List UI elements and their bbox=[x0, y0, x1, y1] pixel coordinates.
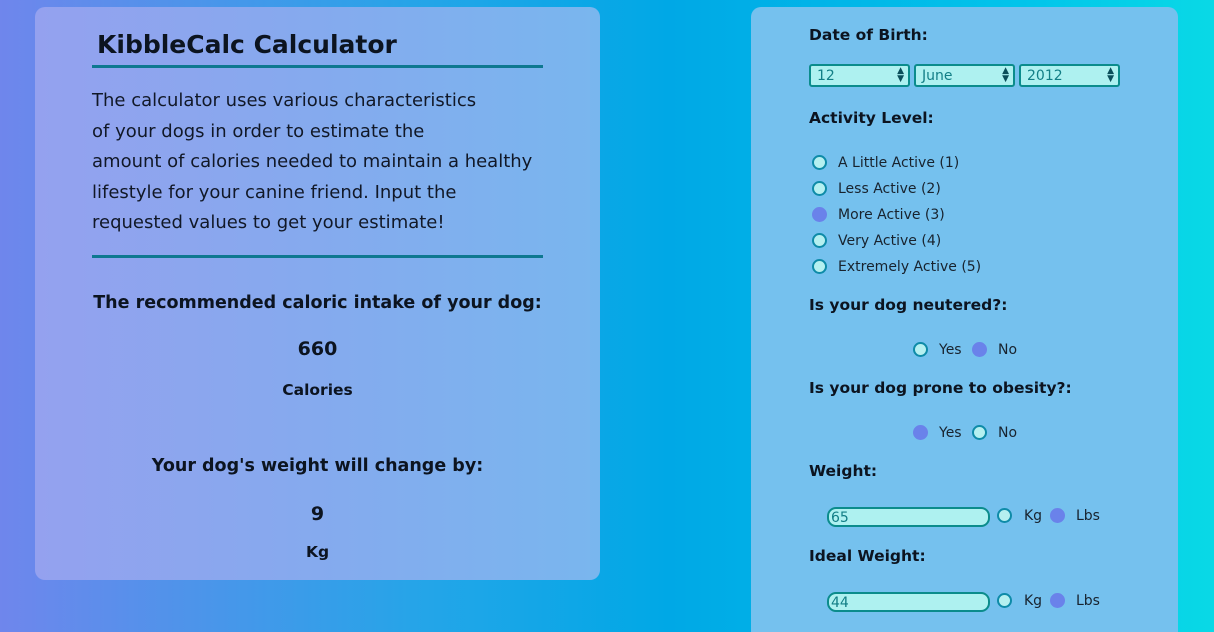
ideal-weight-kg-radio[interactable] bbox=[997, 593, 1012, 608]
ideal-weight-lbs-radio[interactable] bbox=[1050, 593, 1065, 608]
title-divider bbox=[92, 65, 543, 68]
activity-radio-1[interactable] bbox=[812, 155, 827, 170]
select-arrows-icon: ▲ ▼ bbox=[897, 66, 904, 84]
weight-change-value: 9 bbox=[310, 503, 325, 525]
obesity-no-label: No bbox=[998, 425, 1018, 441]
obesity-yes-radio[interactable] bbox=[913, 425, 928, 440]
calorie-result-unit: Calories bbox=[282, 381, 353, 399]
description-line: amount of calories needed to maintain a healthy bbox=[92, 151, 533, 172]
description-line: of your dogs in order to estimate the bbox=[92, 120, 425, 142]
activity-option-label: A Little Active (1) bbox=[838, 155, 960, 171]
description-line: The calculator uses various characteristics bbox=[92, 90, 477, 111]
neutered-yes-radio[interactable] bbox=[913, 342, 928, 357]
obesity-yes-label: Yes bbox=[939, 425, 962, 441]
activity-option-label: Less Active (2) bbox=[838, 181, 941, 197]
activity-radio-5[interactable] bbox=[812, 259, 827, 274]
neutered-label: Is your dog neutered?: bbox=[809, 296, 1008, 314]
page-title: KibbleCalc Calculator bbox=[97, 30, 397, 59]
dob-day-select[interactable] bbox=[809, 64, 910, 87]
weight-lbs-radio[interactable] bbox=[1050, 508, 1065, 523]
neutered-no-label: No bbox=[998, 342, 1018, 358]
activity-option-label: Extremely Active (5) bbox=[838, 259, 982, 275]
obesity-label: Is your dog prone to obesity?: bbox=[809, 379, 1072, 397]
result-card bbox=[35, 7, 600, 580]
ideal-weight-kg-label: Kg bbox=[1024, 593, 1043, 609]
weight-change-heading: Your dog's weight will change by: bbox=[151, 456, 484, 476]
dob-month-value: June bbox=[922, 68, 953, 84]
ideal-weight-input[interactable]: 44 bbox=[827, 592, 990, 612]
weight-input[interactable]: 65 bbox=[827, 507, 990, 527]
ideal-weight-label: Ideal Weight: bbox=[809, 547, 926, 565]
dob-day-value: 12 bbox=[817, 68, 835, 84]
weight-kg-label: Kg bbox=[1024, 508, 1043, 524]
activity-radio-2[interactable] bbox=[812, 181, 827, 196]
weight-change-unit: Kg bbox=[305, 543, 330, 561]
activity-radio-3[interactable] bbox=[812, 207, 827, 222]
weight-kg-radio[interactable] bbox=[997, 508, 1012, 523]
activity-option-label: More Active (3) bbox=[838, 207, 945, 223]
ideal-weight-lbs-label: Lbs bbox=[1076, 593, 1100, 609]
calorie-result-value: 660 bbox=[297, 338, 338, 360]
obesity-no-radio[interactable] bbox=[972, 425, 987, 440]
description-line: requested values to get your estimate! bbox=[92, 212, 445, 233]
activity-label: Activity Level: bbox=[809, 109, 934, 127]
description-divider bbox=[92, 255, 543, 258]
calorie-result-heading: The recommended caloric intake of your dog: bbox=[93, 293, 542, 313]
neutered-no-radio[interactable] bbox=[972, 342, 987, 357]
activity-option-label: Very Active (4) bbox=[838, 233, 942, 249]
description bbox=[92, 86, 552, 239]
activity-radio-4[interactable] bbox=[812, 233, 827, 248]
neutered-yes-label: Yes bbox=[939, 342, 962, 358]
dob-month-select[interactable] bbox=[914, 64, 1015, 87]
dob-year-value: 2012 bbox=[1027, 68, 1063, 84]
dob-label: Date of Birth: bbox=[809, 26, 928, 44]
select-arrows-icon: ▲ ▼ bbox=[1107, 66, 1114, 84]
input-form-card bbox=[751, 7, 1178, 632]
select-arrows-icon: ▲ ▼ bbox=[1002, 66, 1009, 84]
weight-lbs-label: Lbs bbox=[1076, 508, 1100, 524]
dob-year-select[interactable] bbox=[1019, 64, 1120, 87]
weight-label: Weight: bbox=[809, 462, 878, 480]
description-line: lifestyle for your canine friend. Input the bbox=[92, 181, 457, 203]
